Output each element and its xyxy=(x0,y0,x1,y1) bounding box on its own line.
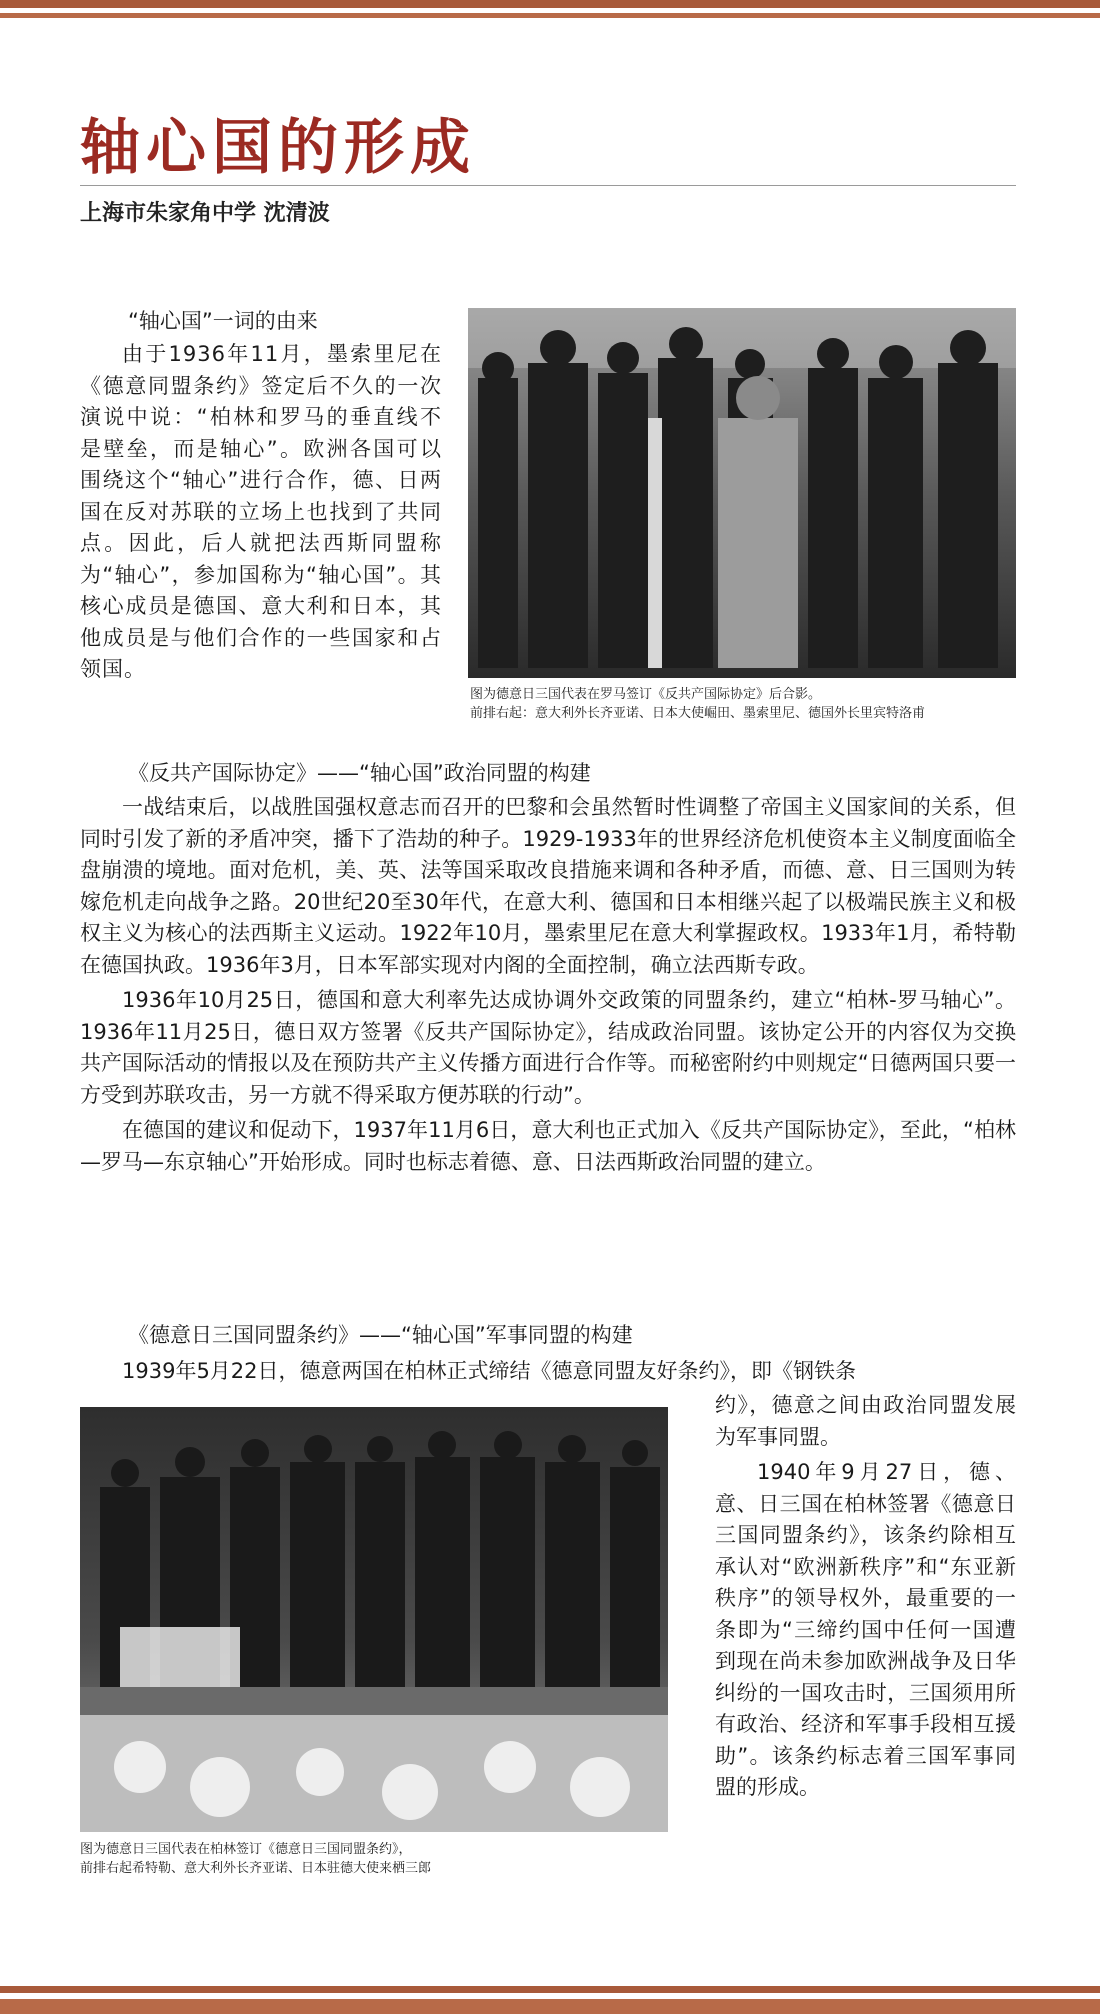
bottom-border-stripe xyxy=(0,1986,1100,1993)
author-line: 上海市朱家角中学 沈清波 xyxy=(80,201,330,226)
photo2-caption-line1: 图为德意日三国代表在柏林签订《德意日三国同盟条约》， xyxy=(80,1842,412,1857)
photo-tripartite-pact-signing xyxy=(80,1407,668,1832)
group-portrait-illustration xyxy=(468,308,1016,678)
page-title: 轴心国的形成 xyxy=(80,113,476,183)
section1-text xyxy=(80,339,442,686)
top-border-band xyxy=(0,0,1100,8)
section3-heading: 《德意日三国同盟条约》——“轴心国”军事同盟的构建 xyxy=(128,1323,633,1347)
section3-right-column xyxy=(715,1390,1016,1804)
photo2-caption xyxy=(80,1840,680,1878)
section3-paragraph1-rest: 约》，德意之间由政治同盟发展为军事同盟。 xyxy=(715,1393,1016,1449)
section1-heading: “轴心国”一词的由来 xyxy=(128,309,318,333)
photo1-caption-line1: 图为德意日三国代表在罗马签订《反共产国际协定》后合影。 xyxy=(470,687,822,702)
section3-paragraph2: 1940年9月27日，德、意、日三国在柏林签署《德意日三国同盟条约》，该条约除相互承认对“欧洲新秩序”和“东亚新秩序”的领导权外，最重要的一条即为“三缔约国中任何一国遭到现在尚未参加欧洲战争及日华纠纷的一国攻击时，三国须用所有政治、经济和军事手段相互援助”。该条约标志着三国军事同盟的形成。 xyxy=(715,1460,1016,1799)
section2-heading: 《反共产国际协定》——“轴心国”政治同盟的构建 xyxy=(128,761,591,785)
photo-anti-comintern-signing xyxy=(468,308,1016,678)
top-border-stripe xyxy=(0,13,1100,18)
photo1-caption-line2: 前排右起：意大利外长齐亚诺、日本大使崛田、墨索里尼、德国外长里宾特洛甫 xyxy=(470,706,926,721)
section3-paragraph1-lead: 1939年5月22日，德意两国在柏林正式缔结《德意同盟友好条约》，即《钢铁条 xyxy=(122,1359,857,1383)
photo1-caption xyxy=(470,685,1030,723)
photo2-caption-line2: 前排右起希特勒、意大利外长齐亚诺、日本驻德大使来栖三郎 xyxy=(80,1861,432,1876)
signing-ceremony-illustration xyxy=(80,1407,668,1832)
section2-text xyxy=(80,792,1016,1178)
section2-paragraph3: 在德国的建议和促动下，1937年11月6日，意大利也正式加入《反共产国际协定》，至此，“柏林—罗马—东京轴心”开始形成。同时也标志着德、意、日法西斯政治同盟的建立。 xyxy=(80,1118,1016,1174)
section1-paragraph: 由于1936年11月，墨索里尼在《德意同盟条约》签定后不久的一次演说中说：“柏林和罗马的垂直线不是壁垒，而是轴心”。欧洲各国可以围绕这个“轴心”进行合作，德、日两国在反对苏联的立场上也找到了共同点。因此，后人就把法西斯同盟称为“轴心”，参加国称为“轴心国”。其核心成员是德国、意大利和日本，其他成员是与他们合作的一些国家和占领国。 xyxy=(80,342,442,681)
section2-paragraph1: 一战结束后，以战胜国强权意志而召开的巴黎和会虽然暂时性调整了帝国主义国家间的关系，但同时引发了新的矛盾冲突，播下了浩劫的种子。1929-1933年的世界经济危机使资本主义制度面临全盘崩溃的境地。面对危机，美、英、法等国采取改良措施来调和各种矛盾，而德、意、日三国则为转嫁危机走向战争之路。20世纪20至30年代，在意大利、德国和日本相继兴起了以极端民族主义和极权主义为核心的法西斯主义运动。1922年10月，墨索里尼在意大利掌握政权。1933年1月，希特勒在德国执政。1936年3月，日本军部实现对内阁的全面控制，确立法西斯专政。 xyxy=(80,795,1016,977)
section2-paragraph2: 1936年10月25日，德国和意大利率先达成协调外交政策的同盟条约，建立“柏林-罗马轴心”。1936年11月25日，德日双方签署《反共产国际协定》，结成政治同盟。该协定公开的内容仅为交换共产国际活动的情报以及在预防共产主义传播方面进行合作等。而秘密附约中则规定“日德两国只要一方受到苏联攻击，另一方就不得采取方便苏联的行动”。 xyxy=(80,988,1016,1107)
bottom-border-band xyxy=(0,1999,1100,2014)
title-divider xyxy=(80,185,1016,186)
